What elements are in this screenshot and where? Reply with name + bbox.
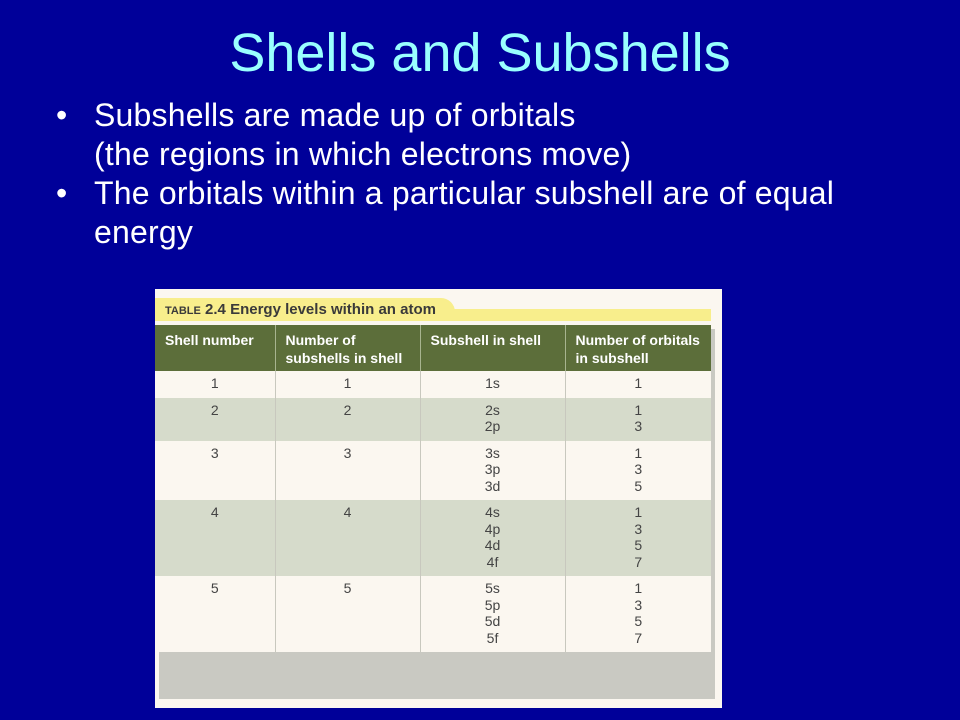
orbital-count: 1 <box>634 444 643 461</box>
subshell-label: 4s <box>485 504 500 520</box>
cell-orbital-counts <box>565 398 711 441</box>
cell-shell-number: 3 <box>155 441 275 501</box>
subshell-label: 4d <box>484 537 501 553</box>
orbital-count: 3 <box>634 418 643 434</box>
orbital-count: 7 <box>634 553 643 570</box>
subshell-label: 4p <box>484 520 501 537</box>
cell-orbital-counts <box>565 441 711 501</box>
caption-number: 2.4 <box>205 301 226 318</box>
orbital-count: 1 <box>634 580 643 596</box>
orbital-count: 5 <box>634 477 643 494</box>
cell-subshell-count: 5 <box>275 576 420 652</box>
cell-shell-number: 1 <box>155 371 275 398</box>
cell-subshell-count: 4 <box>275 500 420 576</box>
orbital-count: 1 <box>634 504 643 520</box>
header-number-of-orbitals: Number of orbitals in subshell <box>565 325 711 371</box>
bullet-item <box>56 174 936 252</box>
table-row <box>155 371 711 398</box>
orbital-count: 7 <box>634 629 643 646</box>
cell-orbital-counts <box>565 500 711 576</box>
bullet-text: The orbitals within a particular subshell are of equal energy <box>94 175 835 250</box>
header-subshell-in-shell: Subshell in shell <box>420 325 565 371</box>
subshell-label: 4f <box>486 553 499 570</box>
caption-label: TABLE <box>165 305 201 317</box>
cell-subshells <box>420 500 565 576</box>
bullet-marker: • <box>56 97 68 133</box>
cell-subshell-count: 3 <box>275 441 420 501</box>
cell-shell-number: 2 <box>155 398 275 441</box>
subshell-label: 2s <box>485 401 500 418</box>
table-body <box>155 371 711 652</box>
cell-subshells <box>420 576 565 652</box>
header-number-of-subshells: Number of subshells in shell <box>275 325 420 371</box>
energy-levels-table <box>155 325 711 652</box>
orbital-count: 3 <box>634 520 643 537</box>
subshell-label: 5p <box>484 596 501 613</box>
orbital-count: 5 <box>634 537 643 553</box>
slide-title: Shells and Subshells <box>229 23 731 83</box>
table-row <box>155 398 711 441</box>
orbital-count: 3 <box>634 596 643 613</box>
caption-title: Energy levels within an atom <box>230 301 436 318</box>
subshell-label: 3p <box>484 461 501 477</box>
orbital-count: 5 <box>634 613 643 629</box>
orbital-count: 1 <box>634 401 643 418</box>
table-figure <box>155 289 722 708</box>
table-caption <box>165 301 436 318</box>
cell-shell-number: 5 <box>155 576 275 652</box>
subshell-label: 3s <box>485 444 500 461</box>
subshell-label: 3d <box>484 477 501 494</box>
table-row <box>155 576 711 652</box>
bullet-list <box>56 96 936 252</box>
cell-subshell-count: 1 <box>275 371 420 398</box>
cell-orbital-counts <box>565 576 711 652</box>
subshell-label: 5d <box>484 613 501 629</box>
subshell-label: 1s <box>485 375 500 391</box>
cell-shell-number: 4 <box>155 500 275 576</box>
cell-subshells <box>420 398 565 441</box>
subshell-label: 5s <box>485 580 500 596</box>
bullet-text: Subshells are made up of orbitals <box>94 97 576 133</box>
subshell-label: 5f <box>486 629 499 646</box>
table-row <box>155 441 711 501</box>
subshell-label: 2p <box>484 418 501 434</box>
table-row <box>155 500 711 576</box>
bullet-marker: • <box>56 175 68 211</box>
cell-subshells <box>420 441 565 501</box>
orbital-count: 1 <box>634 375 643 391</box>
header-shell-number: Shell number <box>155 325 275 371</box>
cell-subshell-count: 2 <box>275 398 420 441</box>
cell-subshells <box>420 371 565 398</box>
bullet-item <box>56 96 936 135</box>
orbital-count: 3 <box>634 461 643 477</box>
bullet-continuation: (the regions in which electrons move) <box>94 136 632 172</box>
table-header-row <box>155 325 711 371</box>
cell-orbital-counts <box>565 371 711 398</box>
